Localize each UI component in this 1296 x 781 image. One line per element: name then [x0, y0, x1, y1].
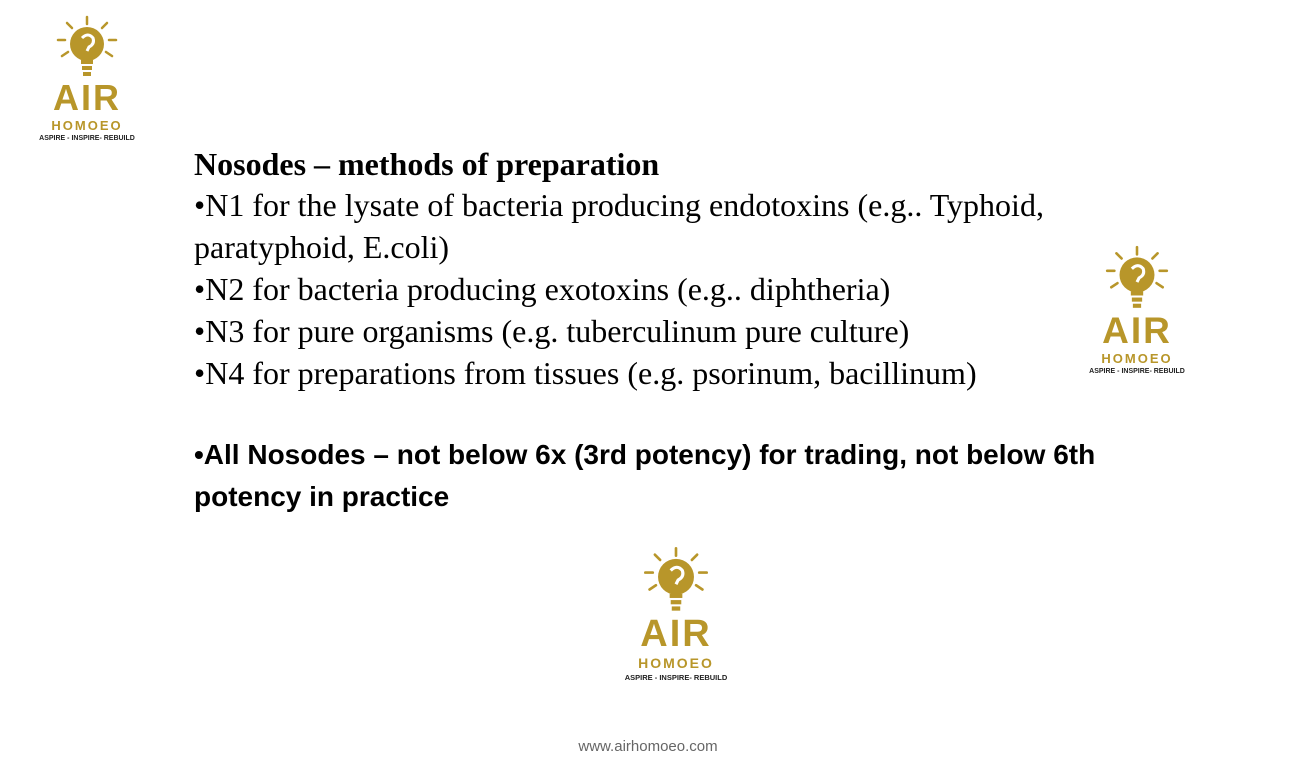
logo-right: [1078, 244, 1196, 375]
lightbulb-icon: [639, 545, 713, 615]
logo-top-left: [28, 14, 146, 142]
bullet-n4: •N4 for preparations from tissues (e.g. psorinum, bacillinum): [194, 355, 977, 391]
potency-note: •All Nosodes – not below 6x (3rd potency) for trading, not below 6th potency in practice: [194, 439, 1096, 512]
slide-content: [194, 144, 1194, 518]
bullet-n3: •N3 for pure organisms (e.g. tuberculinum pure culture): [194, 313, 910, 349]
lightbulb-icon: [52, 14, 122, 80]
slide-title: Nosodes – methods of preparation: [194, 146, 660, 182]
brand-homoeo: HOMOEO: [1101, 351, 1173, 366]
brand-tagline: ASPIRE - INSPIRE- REBUILD: [624, 673, 728, 682]
lightbulb-icon: [1101, 244, 1173, 312]
brand-air: AIR: [640, 613, 712, 655]
brand-air: AIR: [1102, 310, 1172, 351]
brand-homoeo: HOMOEO: [638, 655, 714, 671]
brand-homoeo: HOMOEO: [51, 118, 123, 133]
brand-air: AIR: [53, 77, 121, 118]
bullet-n2: •N2 for bacteria producing exotoxins (e.g.. diphtheria): [194, 271, 891, 307]
bullet-n1: •N1 for the lysate of bacteria producing endotoxins (e.g.. Typhoid, paratyphoid, E.coli): [194, 187, 1044, 265]
logo-bottom: [614, 545, 738, 682]
brand-tagline: ASPIRE - INSPIRE- REBUILD: [1089, 368, 1185, 375]
footer-url: www.airhomoeo.com: [578, 738, 718, 755]
brand-tagline: ASPIRE - INSPIRE- REBUILD: [39, 135, 135, 142]
